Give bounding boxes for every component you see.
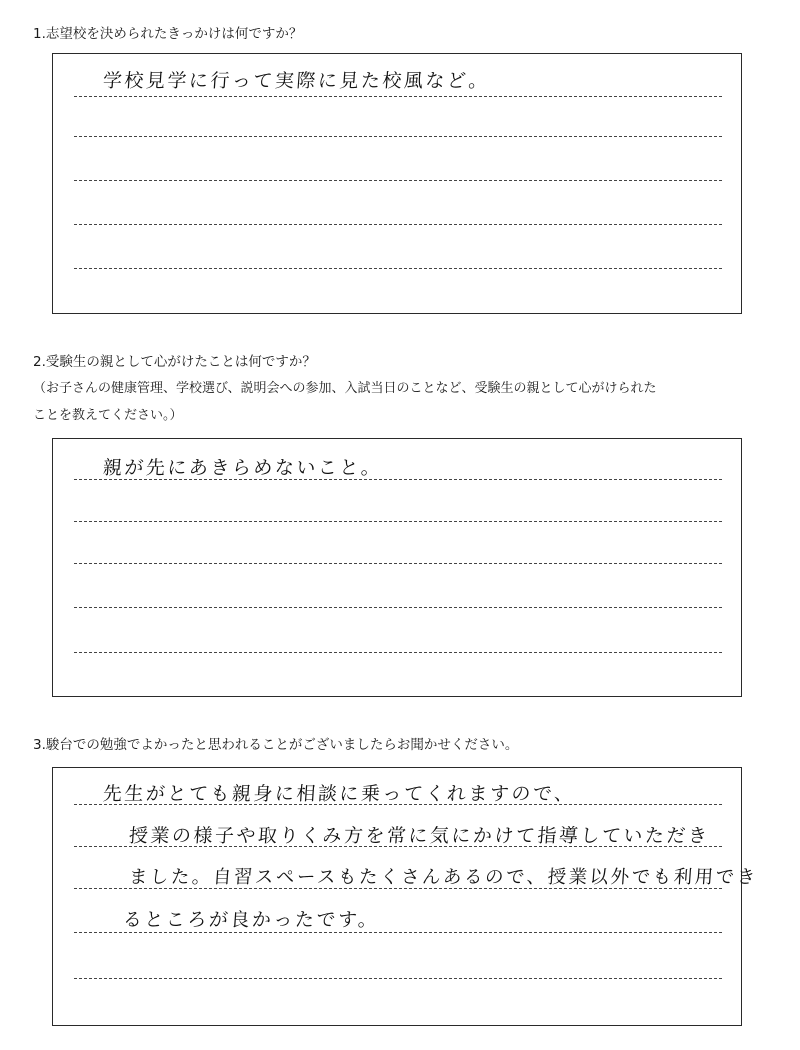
answer-3-line-2: 授業の様子や取りくみ方を常に気にかけて指導していただき [128,825,711,847]
answer-box-1 [52,53,742,314]
question-2-prompt: 2.受験生の親として心がけたことは何ですか？ [33,354,316,370]
question-2-note-line-1: （お子さんの健康管理、学校選び、説明会への参加、入試当日のことなど、受験生の親として心がけられた [33,381,657,396]
ruled-line [74,224,722,225]
answer-3-line-3: ました。自習スペースもたくさんあるので、授業以外でも利用でき [128,867,759,888]
answer-1-line-1: 学校見学に行って実際に見た校風など。 [102,70,491,92]
ruled-line [74,96,722,97]
question-3-prompt: 3.駿台での勉強でよかったと思われることがございましたらお聞かせください。 [33,737,519,753]
question-2-note-line-2: ことを教えてください。） [33,408,183,423]
answer-3-line-1: 先生がとても親身に相談に乗ってくれますので、 [102,783,577,805]
ruled-line [74,136,722,137]
ruled-line [74,804,722,805]
ruled-line [74,180,722,181]
answer-3-line-4: るところが良かったです。 [122,909,381,931]
ruled-line [74,888,722,889]
answer-2-line-1: 親が先にあきらめないこと。 [102,457,384,479]
ruled-line [74,652,722,653]
ruled-line [74,607,722,608]
ruled-line [74,846,722,847]
ruled-line [74,268,722,269]
ruled-line [74,563,722,564]
ruled-line [74,479,722,480]
question-1-prompt: 1.志望校を決められたきっかけは何ですか？ [33,26,303,42]
ruled-line [74,521,722,522]
ruled-line [74,932,722,933]
ruled-line [74,978,722,979]
answer-box-2 [52,438,742,697]
answer-box-3 [52,767,759,1026]
